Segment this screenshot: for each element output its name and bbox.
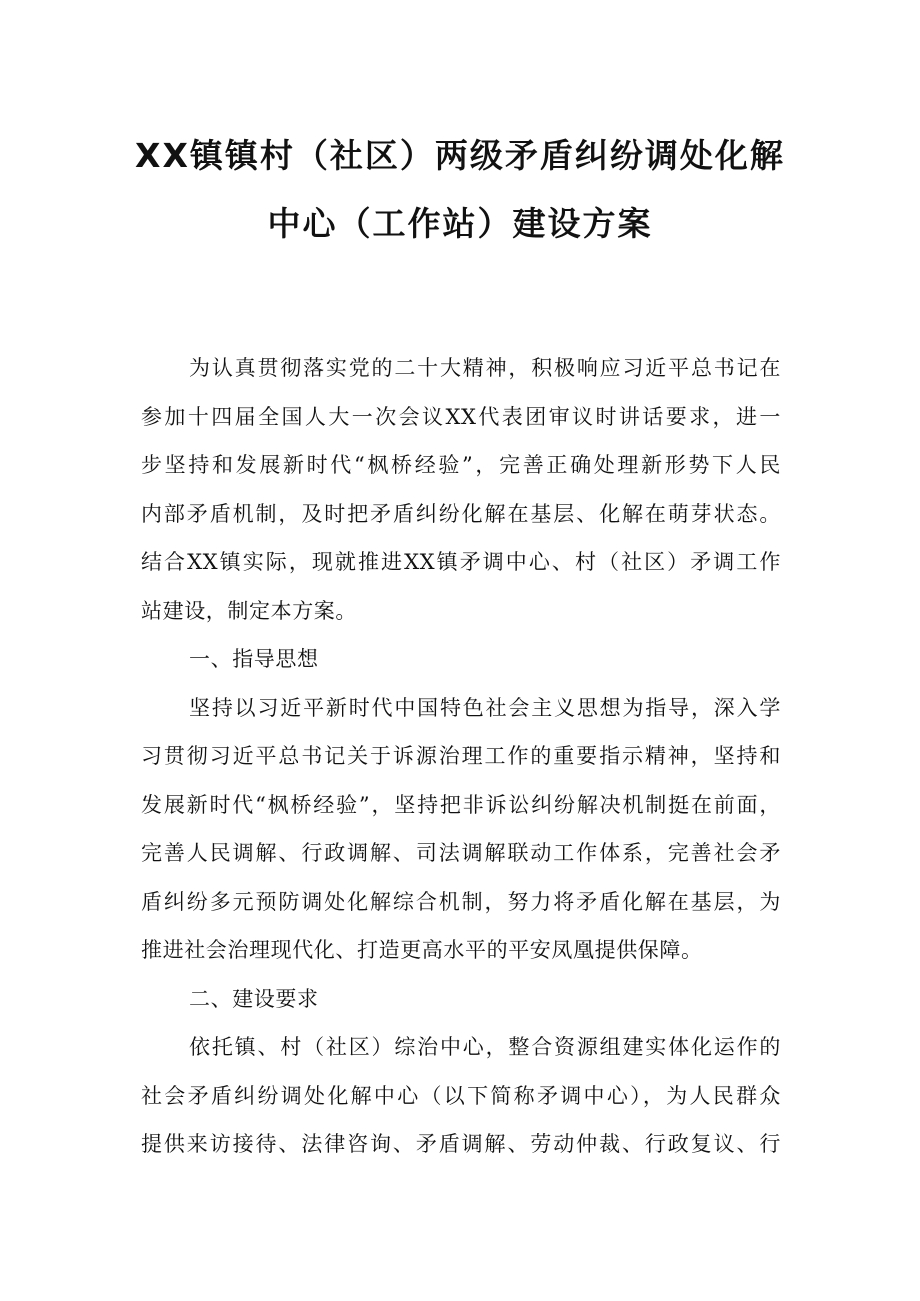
paragraph-line: 提供来访接待、法律咨询、矛盾调解、劳动仲裁、行政复议、行 bbox=[141, 1132, 781, 1156]
paragraph-line: 完善人民调解、行政调解、司法调解联动工作体系，完善社会矛 bbox=[141, 841, 781, 865]
paragraph-line: 发展新时代“枫桥经验”，坚持把非诉讼纠纷解决机制挺在前面， bbox=[141, 792, 781, 817]
paragraph-line: 推进社会治理现代化、打造更高水平的平安凤凰提供保障。 bbox=[141, 938, 703, 962]
paragraph-line: 为认真贯彻落实党的二十大精神，积极响应习近平总书记在 bbox=[189, 356, 781, 380]
paragraph-line: 依托镇、村（社区）综治中心，整合资源组建实体化运作的 bbox=[189, 1035, 781, 1059]
paragraph-line: 站建设，制定本方案。 bbox=[141, 598, 357, 623]
paragraph-line: 结合XX镇实际，现就推进XX镇矛调中心、村（社区）矛调工作 bbox=[141, 550, 781, 574]
paragraph-line: 内部矛盾机制，及时把矛盾纠纷化解在基层、化解在萌芽状态。 bbox=[141, 501, 781, 526]
section-heading-construction-requirements: 二、建设要求 bbox=[189, 986, 319, 1011]
document-body bbox=[141, 344, 781, 1169]
paragraph-line: 习贯彻习近平总书记关于诉源治理工作的重要指示精神，坚持和 bbox=[141, 744, 781, 768]
paragraph-line: 步坚持和发展新时代“枫桥经验”，完善正确处理新形势下人民 bbox=[141, 453, 781, 477]
document-title-line-2: 中心（工作站）建设方案 bbox=[267, 204, 653, 243]
section-heading-guiding-thought: 一、指导思想 bbox=[189, 647, 319, 671]
paragraph-line: 参加十四届全国人大一次会议XX代表团审议时讲话要求，进一 bbox=[141, 404, 781, 429]
paragraph-line: 坚持以习近平新时代中国特色社会主义思想为指导，深入学 bbox=[189, 695, 781, 720]
paragraph-line: 社会矛盾纠纷调处化解中心（以下简称矛调中心），为人民群众 bbox=[141, 1083, 781, 1108]
paragraph-line: 盾纠纷多元预防调处化解综合机制，努力将矛盾化解在基层，为 bbox=[141, 889, 781, 914]
document-title-line-1: XX镇镇村（社区）两级矛盾纠纷调处化解 bbox=[135, 136, 785, 175]
